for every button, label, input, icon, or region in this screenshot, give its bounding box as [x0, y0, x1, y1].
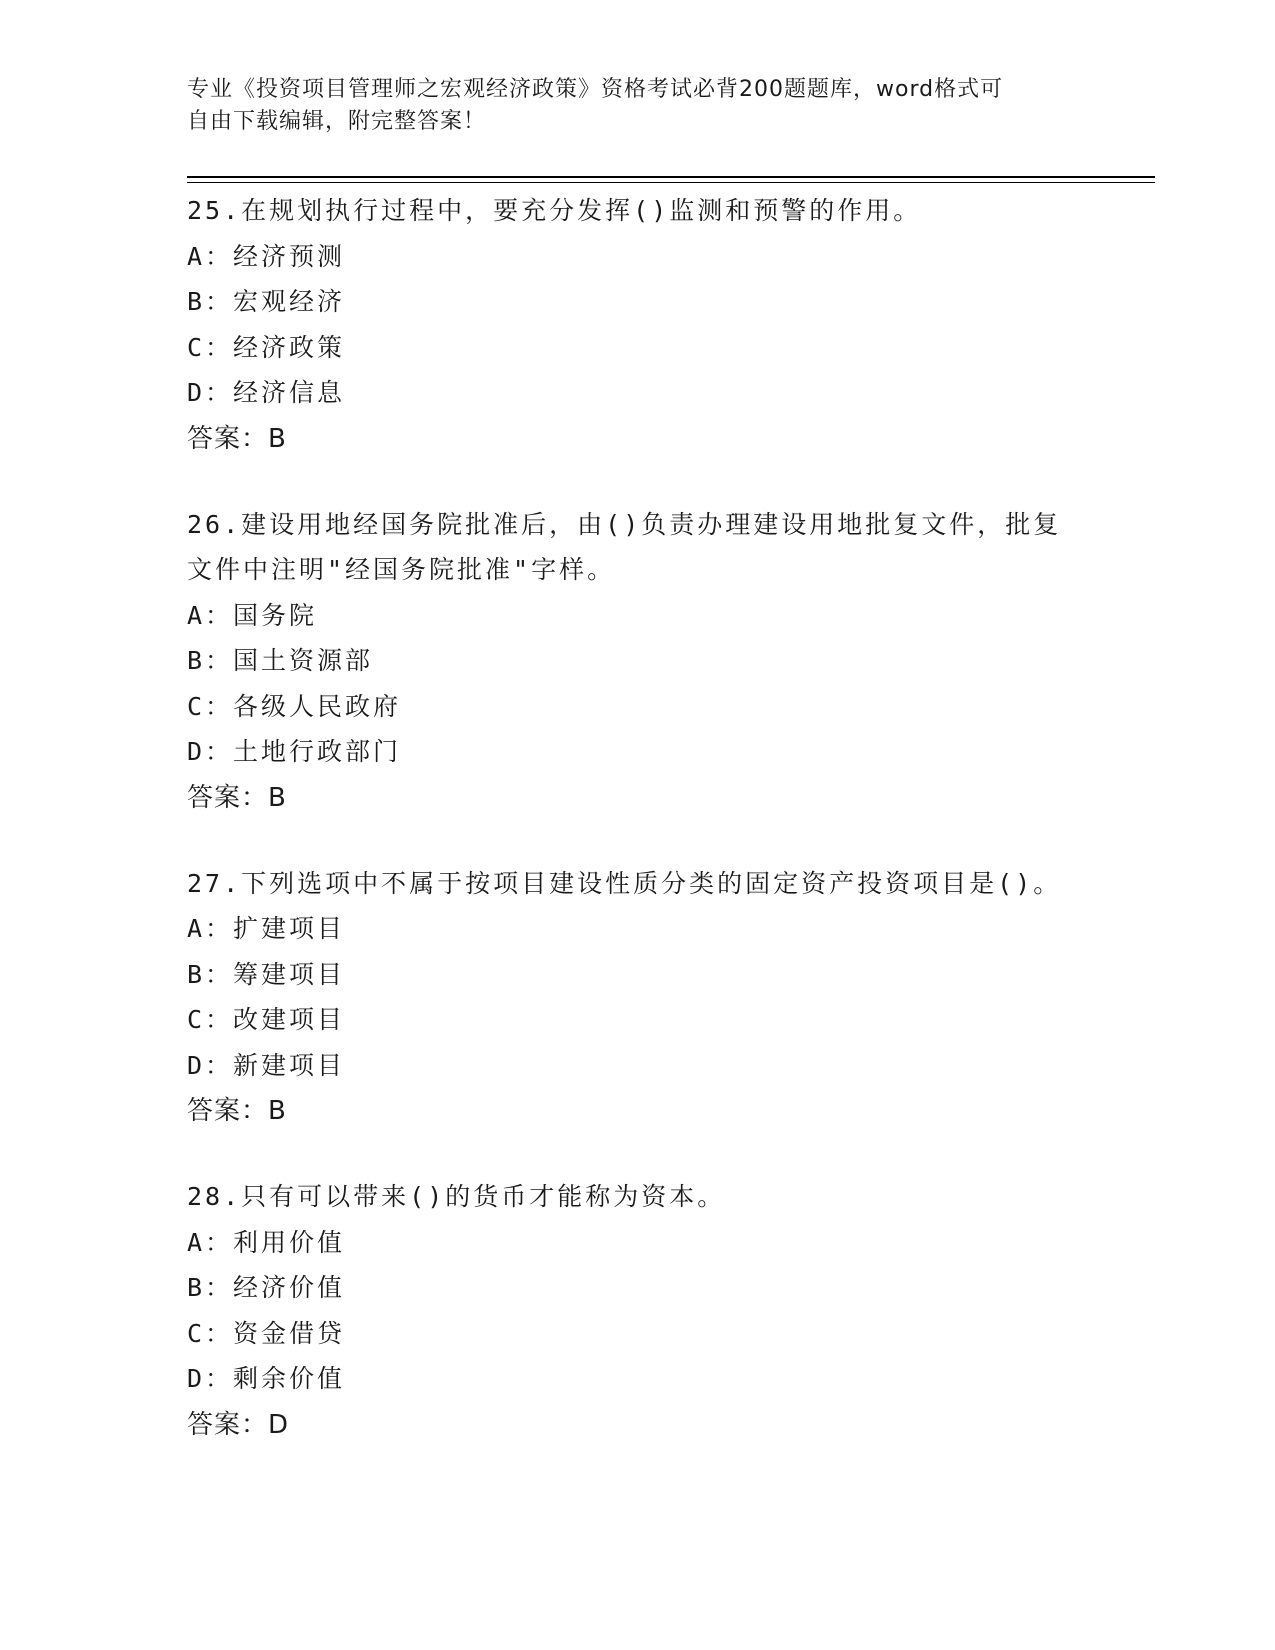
- question-28: [187, 1174, 1087, 1448]
- header-divider-thin: [187, 182, 1155, 183]
- question-25: [187, 188, 1087, 462]
- answer-label: 答案：B: [187, 1096, 287, 1126]
- option-a: A：国务院: [187, 600, 318, 630]
- question-stem: 26.建设用地经国务院批准后，由()负责办理建设用地批复文件，批复文件中注明"经国务院批准"字样。: [187, 509, 1062, 584]
- option-b: B：国土资源部: [187, 646, 374, 675]
- question-stem: 25.在规划执行过程中，要充分发挥()监测和预警的作用。: [187, 196, 922, 225]
- option-c: C：改建项目: [187, 1005, 346, 1034]
- question-list: [187, 188, 1087, 1488]
- option-d: D：剩余价值: [187, 1364, 346, 1393]
- answer-label: 答案：B: [187, 782, 287, 813]
- option-c: C：资金借贷: [187, 1318, 346, 1348]
- header-divider-thick: [187, 176, 1155, 178]
- question-stem: 27.下列选项中不属于按项目建设性质分类的固定资产投资项目是()。: [187, 868, 1062, 898]
- option-b: B：筹建项目: [187, 959, 346, 989]
- option-c: C：经济政策: [187, 332, 346, 362]
- header-line-1: 专业《投资项目管理师之宏观经济政策》资格考试必背200题题库，word格式可: [187, 77, 1004, 102]
- question-stem: 28.只有可以带来()的货币才能称为资本。: [187, 1182, 726, 1211]
- option-c: C：各级人民政府: [187, 691, 402, 721]
- option-a: A：扩建项目: [187, 914, 346, 943]
- answer-label: 答案：B: [187, 423, 287, 454]
- option-a: A：利用价值: [187, 1227, 346, 1257]
- question-26: [187, 502, 1087, 821]
- header-line-2: 自由下载编辑，附完整答案！: [187, 109, 487, 134]
- option-a: A：经济预测: [187, 241, 346, 271]
- option-d: D：新建项目: [187, 1050, 346, 1080]
- option-d: D：土地行政部门: [187, 737, 402, 766]
- option-b: B：经济价值: [187, 1273, 346, 1302]
- answer-label: 答案：D: [187, 1409, 290, 1440]
- option-b: B：宏观经济: [187, 287, 346, 316]
- document-header: [187, 74, 1067, 138]
- question-27: [187, 861, 1087, 1135]
- option-d: D：经济信息: [187, 378, 346, 407]
